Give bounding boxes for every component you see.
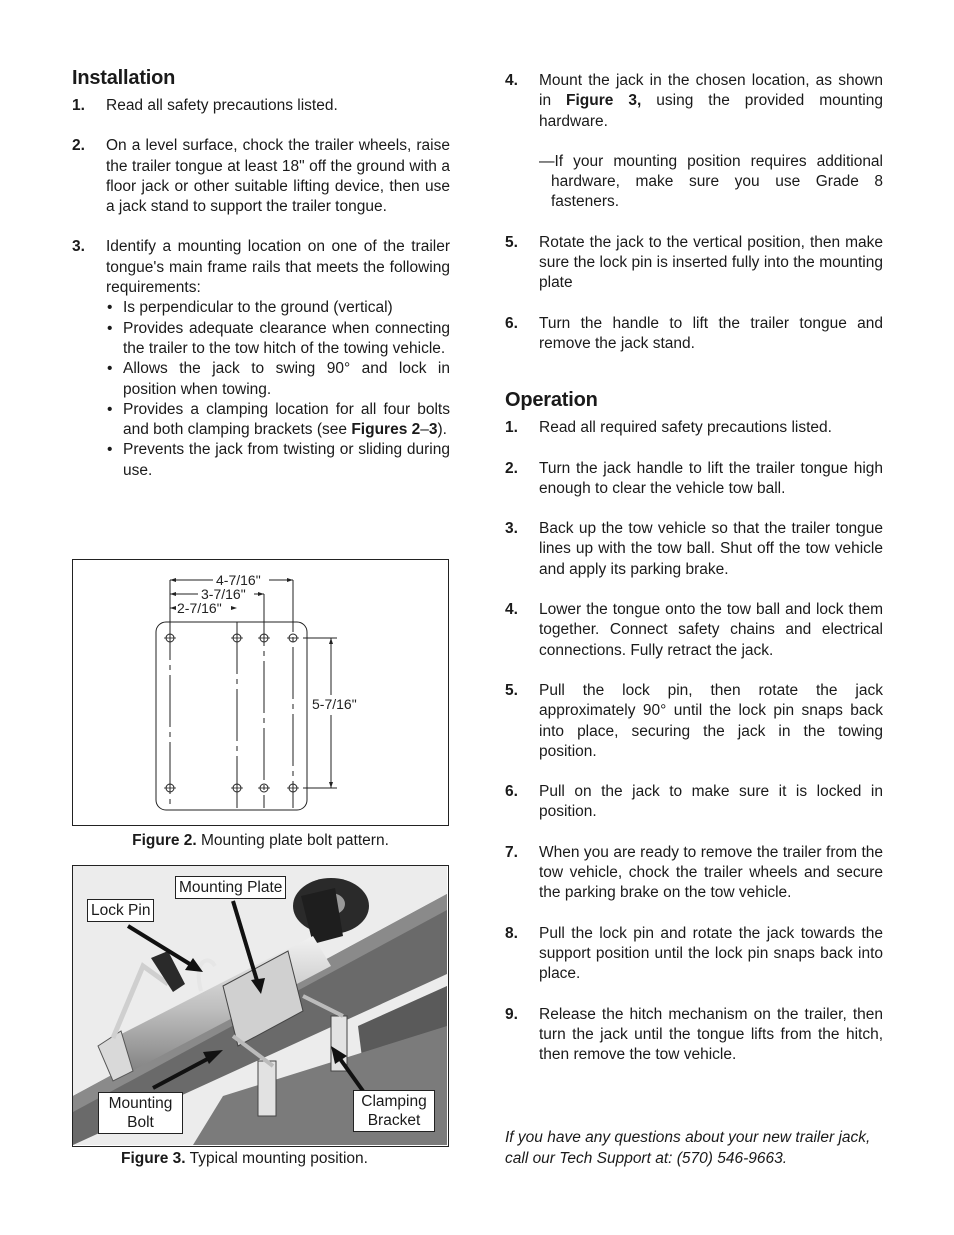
dim-label: 2-7/16" xyxy=(177,600,222,616)
step-note: —If your mounting position requires additional hardware, make sure you use Grade 8 fasteners. xyxy=(539,152,883,211)
figure-3-mounting-photo xyxy=(72,865,449,1147)
operation-step: 4. Lower the tongue onto the tow ball and lock them together. Connect safety chains and electrical connections. Fully retract the jack. xyxy=(505,601,883,659)
dim-label: 4-7/16" xyxy=(216,572,261,588)
installation-column xyxy=(72,66,450,501)
step-text: On a level surface, chock the trailer wheels, raise the trailer tongue at least 18" off the ground with a floor jack or other suitable lifting device, then use a jack stand to support the trailer tongue. xyxy=(106,137,450,216)
install-step-2 xyxy=(72,136,450,217)
requirement-item: • Provides a clamping location for all four bolts and both clamping brackets (see Figures 2–3). xyxy=(106,400,450,441)
step-text: Mount the jack in the chosen location, as shown in Figure 3, using the provided mounting hardware. xyxy=(539,72,883,130)
operation-step: 6. Pull on the jack to make sure it is locked in position. xyxy=(505,783,883,821)
step-text: Identify a mounting location on one of the trailer tongue's main frame rails that meets the following requirements: xyxy=(106,238,450,297)
install-step-3 xyxy=(72,237,450,481)
operation-step: 7. When you are ready to remove the trailer from the tow vehicle, chock the trailer wheels and secure the parking brake on the tow vehicle. xyxy=(505,843,883,902)
figure-3-caption: Figure 3. Typical mounting position. xyxy=(121,1150,368,1167)
requirement-item: • Is perpendicular to the ground (vertical) xyxy=(106,298,450,318)
step-text: Rotate the jack to the vertical position, then make sure the lock pin is inserted fully into the mounting plate xyxy=(539,233,883,292)
requirement-item: • Prevents the jack from twisting or sliding during use. xyxy=(106,440,450,481)
step-text: Read all safety precautions listed. xyxy=(106,97,338,114)
step-number: 1. xyxy=(72,97,85,114)
operation-heading: Operation xyxy=(505,389,598,412)
clamping-bracket-callout: Clamping Bracket xyxy=(353,1090,435,1132)
operation-step: 8. Pull the lock pin and rotate the jack towards the support position until the lock pin snaps back into place. xyxy=(505,924,883,983)
install-step-1 xyxy=(72,96,450,116)
dim-label: 3-7/16" xyxy=(201,586,246,602)
right-column xyxy=(505,71,883,1085)
requirement-item: • Provides adequate clearance when connecting the trailer to the tow hitch of the towing vehicle. xyxy=(106,319,450,360)
figure-2-caption: Figure 2. Mounting plate bolt pattern. xyxy=(132,832,389,849)
lock-pin-callout: Lock Pin xyxy=(87,899,154,922)
requirement-item: • Allows the jack to swing 90° and lock in position when towing. xyxy=(106,359,450,400)
requirements-list xyxy=(106,298,450,481)
mounting-bolt-callout: Mounting Bolt xyxy=(98,1092,183,1134)
operation-step: 5. Pull the lock pin, then rotate the jack approximately 90° until the lock pin snaps back into place, securing the jack in the towing position. xyxy=(505,681,883,760)
operation-step: 1. Read all required safety precautions listed. xyxy=(505,419,832,437)
install-step-6 xyxy=(505,314,883,355)
step-number: 6. xyxy=(505,314,518,332)
step-number: 2. xyxy=(72,137,85,155)
step-number: 5. xyxy=(505,233,518,251)
bolt-pattern-diagram xyxy=(73,560,447,824)
install-step-4 xyxy=(505,71,883,213)
install-step-5 xyxy=(505,233,883,294)
tech-support-note: If you have any questions about your new trailer jack, call our Tech Support at: (570) 546-9663. xyxy=(505,1129,871,1167)
step-text: Turn the handle to lift the trailer tongue and remove the jack stand. xyxy=(539,314,883,352)
dim-label: 5-7/16" xyxy=(312,696,357,712)
mounting-plate-callout: Mounting Plate xyxy=(175,876,286,899)
operation-step: 2. Turn the jack handle to lift the trailer tongue high enough to clear the vehicle tow ball. xyxy=(505,459,883,497)
figure-2-bolt-pattern xyxy=(72,559,449,826)
operation-step: 3. Back up the tow vehicle so that the trailer tongue lines up with the tow ball. Shut off the tow vehicle and apply its parking brake. xyxy=(505,520,883,578)
step-number: 3. xyxy=(72,238,85,256)
step-number: 4. xyxy=(505,72,518,89)
operation-step: 9. Release the hitch mechanism on the trailer, then turn the jack until the tongue lifts from the hitch, then remove the tow vehicle. xyxy=(505,1005,883,1064)
installation-heading: Installation xyxy=(72,67,176,89)
